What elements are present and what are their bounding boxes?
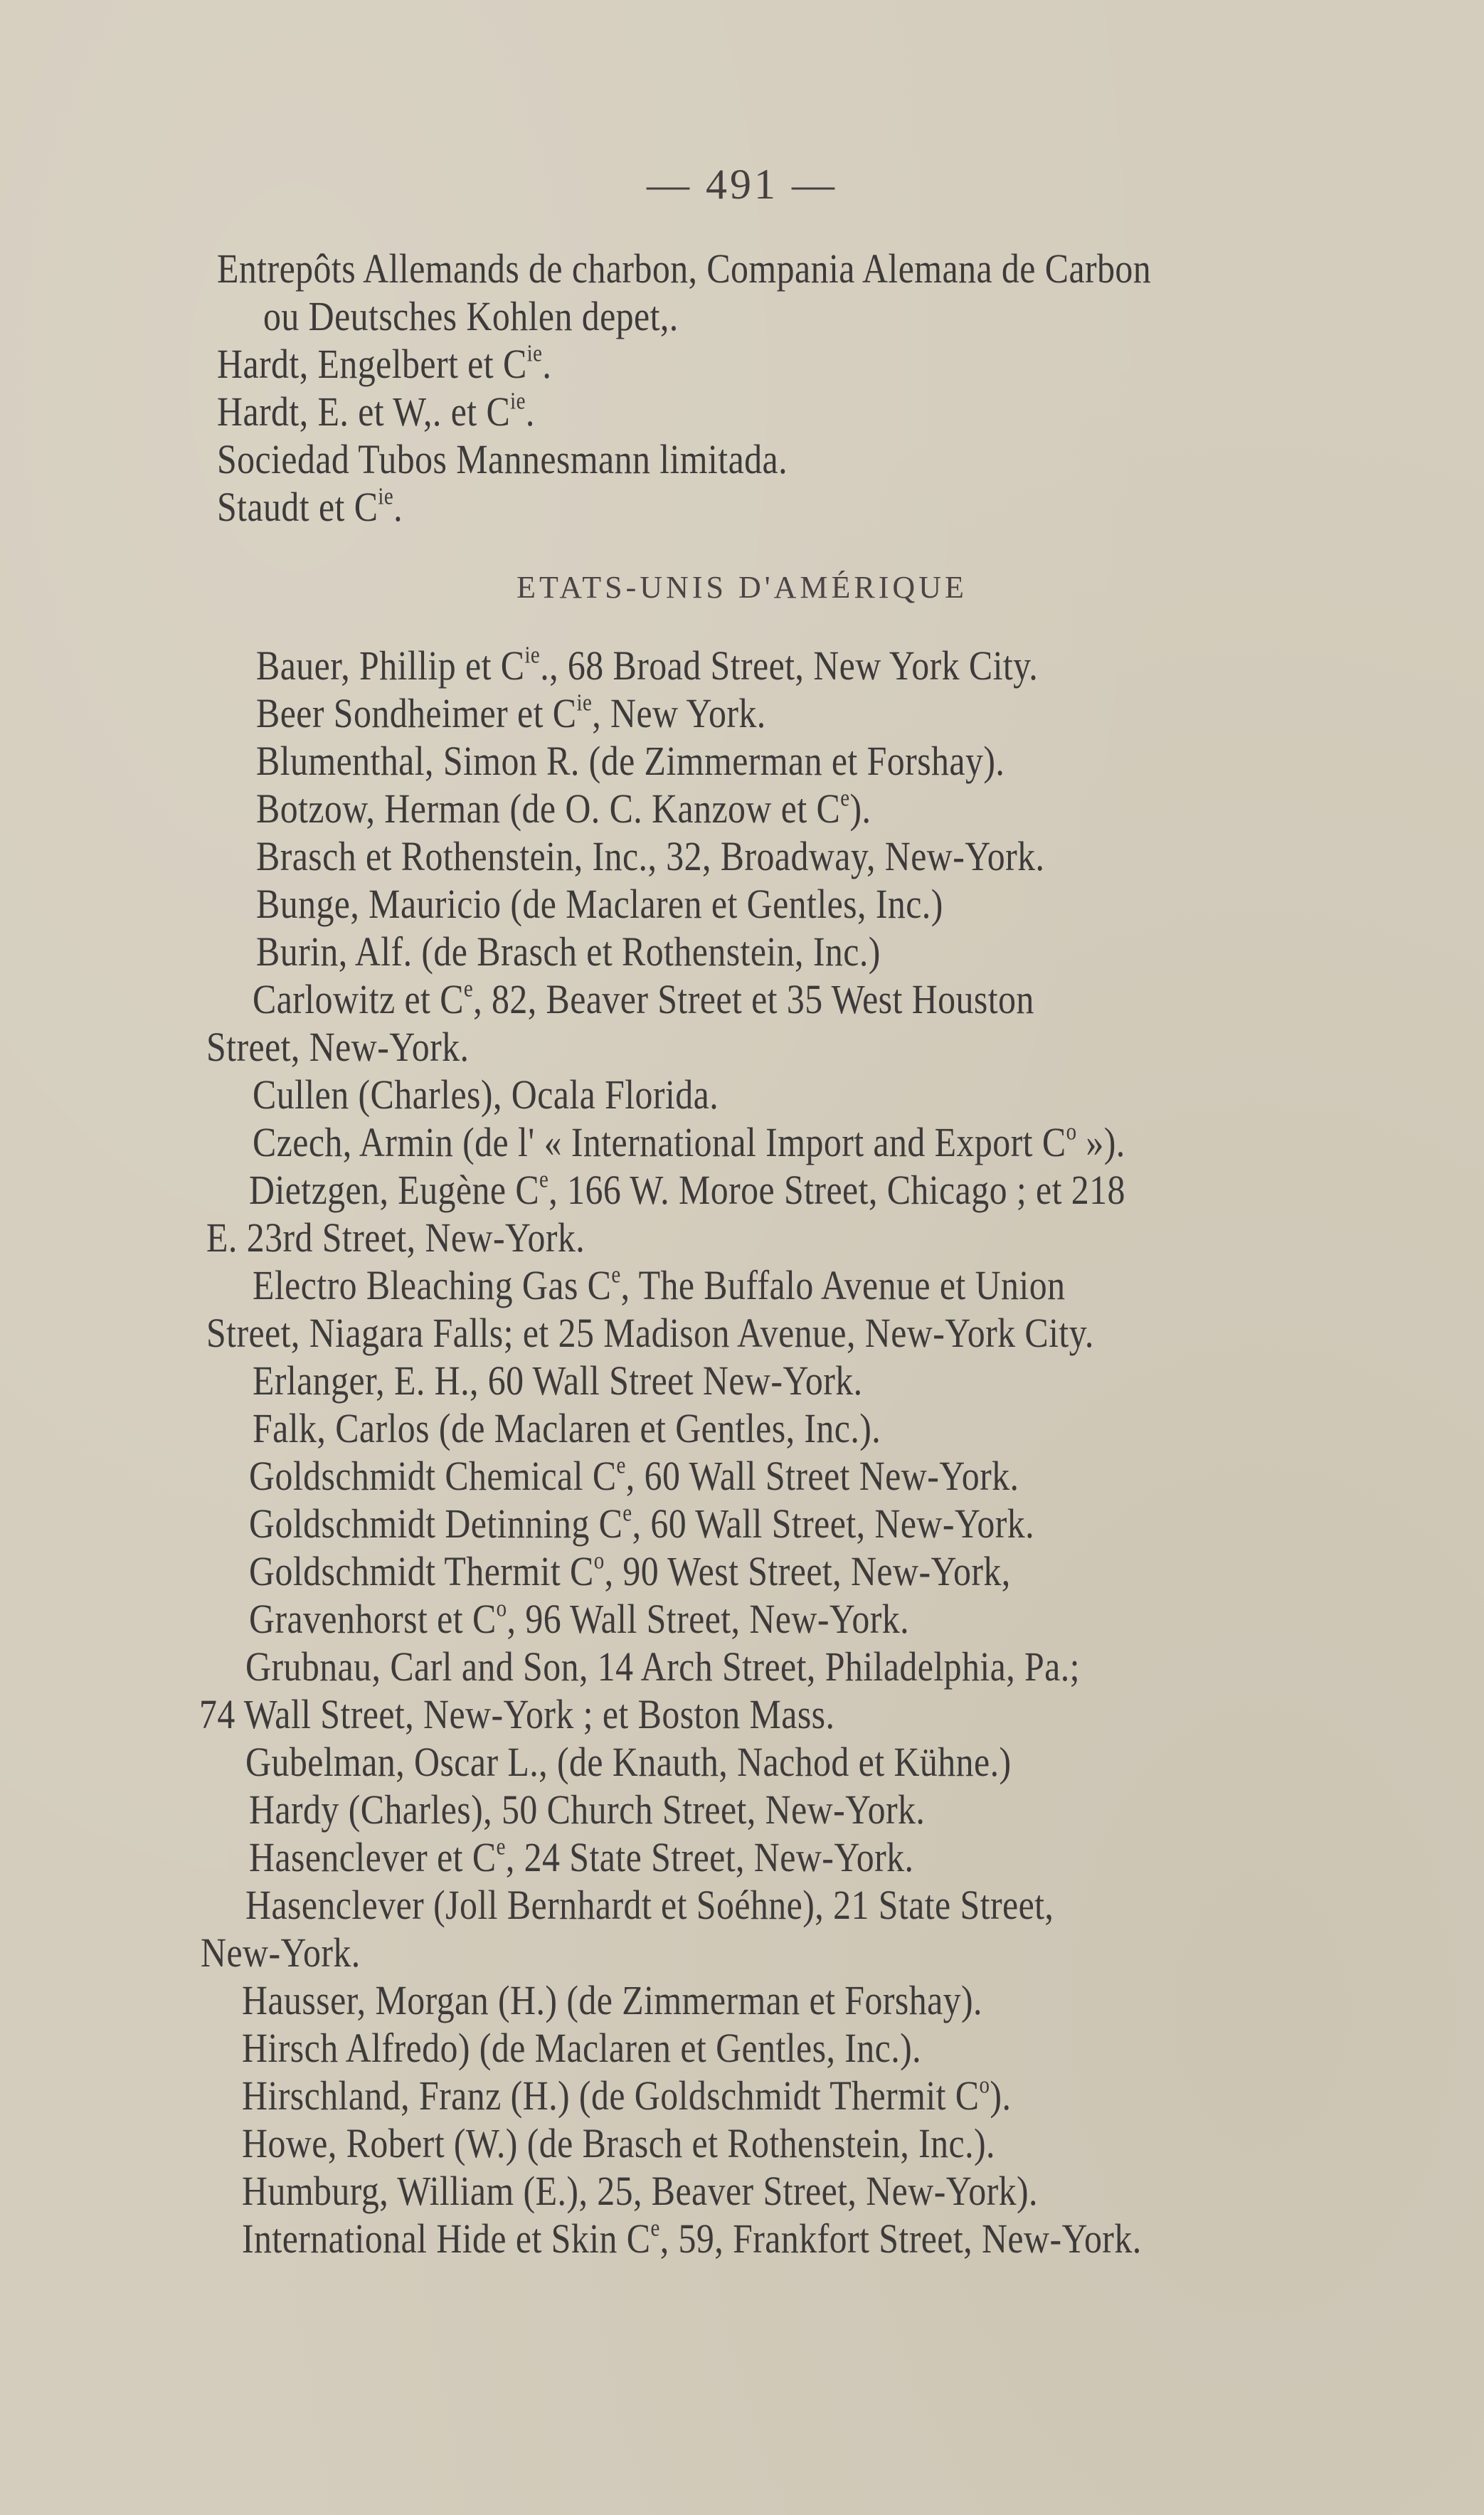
entry-line: Gubelman, Oscar L., (de Knauth, Nachod et Kühne.) bbox=[245, 1739, 1012, 1785]
entry-line: Hasenclever et Ce, 24 State Street, New-York. bbox=[249, 1833, 914, 1880]
entry-line: Bauer, Phillip et $C^{ie}$., 68 Broad Street, New York City. bbox=[256, 642, 1039, 689]
entry-line: Electro Bleaching Gas Ce, The Buffalo Avenue et Union bbox=[253, 1261, 1066, 1308]
entry-line: E. 23rd Street, New-York. bbox=[206, 1214, 585, 1261]
entry-line: Sociedad Tubos Mannesmann limitada. bbox=[217, 436, 788, 482]
entry-line: New-York. bbox=[201, 1929, 361, 1976]
entry-line: Burin, Alf. (de Brasch et Rothenstein, Inc.) bbox=[256, 928, 881, 975]
entry-line: Hirsch Alfredo) (de Maclaren et Gentles, Inc.). bbox=[242, 2025, 922, 2071]
entry-line: Entrepôts Allemands de charbon, Compania Alemana de Carbon bbox=[217, 245, 1152, 292]
entry-line: Blumenthal, Simon R. (de Zimmerman et Forshay). bbox=[256, 738, 1005, 784]
entry-line: Goldschmidt Chemical Ce, 60 Wall Street New-York. bbox=[249, 1452, 1019, 1499]
entry-line: Cullen (Charles), Ocala Florida. bbox=[253, 1071, 719, 1118]
section-heading: ETATS-UNIS D'AMÉRIQUE bbox=[516, 570, 968, 605]
entry-line: Hirschland, Franz (H.) (de Goldschmidt Thermit $C^o$). bbox=[242, 2072, 1012, 2119]
entry-line: Beer Sondheimer et $C^{ie}$, New York. bbox=[256, 689, 766, 736]
entry-line: Hardt, Engelbert et $C^{ie}$. bbox=[217, 340, 552, 387]
entry-line: Staudt et $C^{ie}$. bbox=[217, 483, 403, 530]
entry-line: Czech, Armin (de l' « International Import and Export $C^o$ »). bbox=[253, 1118, 1125, 1165]
entry-line: International Hide et Skin Ce, 59, Frankfort Street, New-York. bbox=[242, 2215, 1142, 2262]
entry-line: 74 Wall Street, New-York ; et Boston Mass. bbox=[199, 1691, 835, 1737]
entry-line: Hasenclever (Joll Bernhardt et Soéhne), 21 State Street, bbox=[245, 1882, 1054, 1928]
entry-line: Dietzgen, Eugène Ce, 166 W. Moroe Street, Chicago ; et 218 bbox=[249, 1166, 1125, 1213]
entry-line: Howe, Robert (W.) (de Brasch et Rothenstein, Inc.). bbox=[242, 2120, 995, 2166]
entry-line: Erlanger, E. H., 60 Wall Street New-York. bbox=[253, 1357, 863, 1404]
entry-line: Brasch et Rothenstein, Inc., 32, Broadway, New-York. bbox=[256, 833, 1045, 879]
entry-line: ou Deutsches Kohlen depet,. bbox=[263, 293, 679, 339]
entry-line: Carlowitz et Ce, 82, Beaver Street et 35 West Houston bbox=[253, 975, 1034, 1022]
entry-line: Goldschmidt Detinning Ce, 60 Wall Street, New-York. bbox=[249, 1500, 1035, 1547]
entry-line: Goldschmidt Thermit $C^o$, 90 West Street, New-York, bbox=[249, 1547, 1011, 1594]
page-number: — 491 — bbox=[647, 161, 837, 208]
entry-line: Bunge, Mauricio (de Maclaren et Gentles, Inc.) bbox=[256, 881, 943, 927]
entry-line: Hardt, E. et W,. et $C^{ie}$. bbox=[217, 388, 535, 435]
entry-line: Botzow, Herman (de O. C. Kanzow et Ce). bbox=[256, 785, 871, 832]
entry-line: Falk, Carlos (de Maclaren et Gentles, Inc.). bbox=[253, 1405, 881, 1451]
entry-line: Grubnau, Carl and Son, 14 Arch Street, Philadelphia, Pa.; bbox=[245, 1643, 1080, 1690]
entry-line: Hausser, Morgan (H.) (de Zimmerman et Forshay). bbox=[242, 1977, 982, 2023]
entry-line: Street, New-York. bbox=[206, 1024, 470, 1070]
entry-line: Street, Niagara Falls; et 25 Madison Avenue, New-York City. bbox=[206, 1310, 1094, 1356]
entry-line: Hardy (Charles), 50 Church Street, New-York. bbox=[249, 1786, 926, 1833]
entry-line: Gravenhorst et $C^o$, 96 Wall Street, New-York. bbox=[249, 1595, 910, 1642]
entry-line: Humburg, William (E.), 25, Beaver Street, New-York). bbox=[242, 2168, 1038, 2214]
